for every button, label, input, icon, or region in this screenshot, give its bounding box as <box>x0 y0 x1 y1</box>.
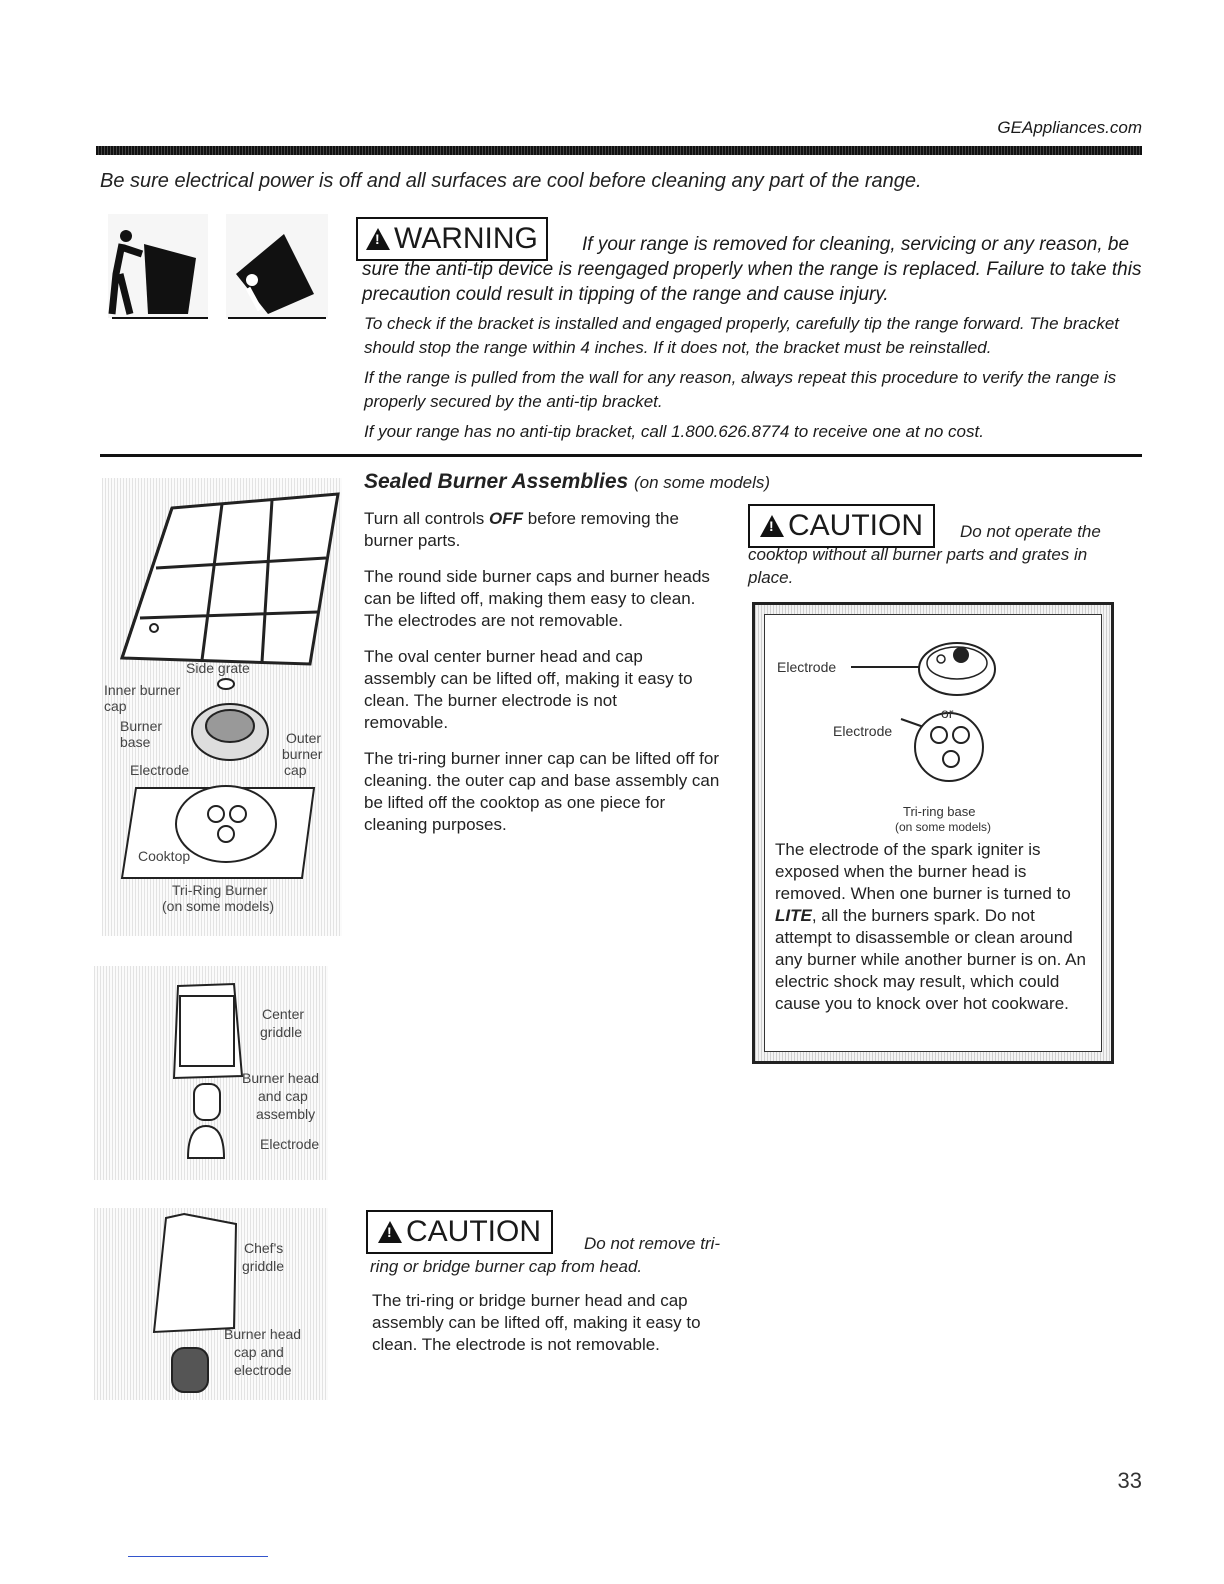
outer-cap-label-2: burner <box>282 746 323 762</box>
turn-controls-off-paragraph <box>364 508 704 552</box>
or-label: or <box>941 705 954 721</box>
anti-tip-illustration <box>108 214 328 320</box>
center-griddle-label-2: griddle <box>260 1024 303 1040</box>
tri-ring-burner-figure <box>102 478 342 936</box>
section-rule <box>100 454 1142 457</box>
page-number: 33 <box>1117 1468 1142 1493</box>
electrode-label-b: Electrode <box>833 723 893 739</box>
side-burner-paragraph: The round side burner caps and burner heads can be lifted off, making them easy to clean. The electrodes are not removable. <box>364 567 710 630</box>
section-title <box>364 470 770 494</box>
turn-controls-text-c: before removing the burner parts. <box>364 509 679 550</box>
caution-label-2: CAUTION <box>406 1215 541 1248</box>
outer-cap-label-1: Outer <box>286 730 322 746</box>
warning-label: WARNING <box>394 222 538 255</box>
section-title-text: Sealed Burner Assemblies <box>364 470 629 493</box>
chefs-griddle-label-2: griddle <box>242 1258 285 1274</box>
intro-text: Be sure electrical power is off and all surfaces are cool before cleaning any part of the range. <box>100 170 922 192</box>
spark-igniter-warning <box>775 839 1091 1015</box>
warning-lead: If your range is removed for cleaning, servicing or any reason, be sure the anti-tip device is reengaged properly when the range is replaced. Failure to take this precaution could result in tipping of the range and cause injury. <box>362 234 1142 305</box>
warning-repeat-procedure: If the range is pulled from the wall for any reason, always repeat this procedure to verify the range is properly secured by the anti-tip bracket. <box>364 368 1117 411</box>
tri-ring-paragraph: The tri-ring burner inner cap can be lifted off for cleaning. the outer cap and base assembly can be lifted off the cooktop as one piece for cleaning purposes. <box>364 749 720 834</box>
side-grate-label: Side grate <box>186 660 250 676</box>
tri-ring-base-sublabel: (on some models) <box>895 820 992 834</box>
oval-burner-paragraph: The oval center burner head and cap assembly can be lifted off, making it easy to clean. The burner electrode is not removable. <box>364 647 693 732</box>
spark-text-c: , all the burners spark. Do not attempt to disassemble or clean around any burner while another burner is on. An electric shock may result, which could cause you to knock over hot cookware. <box>775 906 1086 1013</box>
chefs-griddle-figure <box>94 1208 328 1400</box>
burner-head-label-1: Burner head <box>242 1070 320 1086</box>
tri-ring-base-label: Tri-ring base <box>903 804 976 819</box>
spark-text-a: The electrode of the spark igniter is exposed when the burner head is removed. When one burner is turned to <box>775 840 1071 903</box>
electrode-warning-inner <box>764 614 1102 1052</box>
header-rule <box>96 146 1142 155</box>
inner-burner-cap-label-1: Inner burner <box>104 682 181 698</box>
section-subtitle: (on some models) <box>634 473 771 492</box>
warning-call-number: If your range has no anti-tip bracket, call 1.800.626.8774 to receive one at no cost. <box>364 422 984 441</box>
site-url: GEAppliances.com <box>997 118 1142 137</box>
burner-head-label-3: assembly <box>256 1106 316 1122</box>
burner-base-label-2: base <box>120 734 151 750</box>
burner-head-label-2: and cap <box>258 1088 308 1104</box>
burner-base-label-1: Burner <box>120 718 163 734</box>
tri-ring-bridge-paragraph: The tri-ring or bridge burner head and cap assembly can be lifted off, making it easy to clean. The electrode is not removable. <box>372 1291 701 1354</box>
cooktop-label: Cooktop <box>138 848 191 864</box>
center-griddle-label-1: Center <box>262 1006 305 1022</box>
center-griddle-figure <box>94 966 328 1180</box>
tri-ring-label-1: Tri-Ring Burner <box>172 882 268 898</box>
inner-burner-cap-label-2: cap <box>104 698 127 714</box>
electrode-warning-box <box>752 602 1114 1064</box>
caution-label-1: CAUTION <box>788 509 923 542</box>
electrode-label-a: Electrode <box>777 659 837 675</box>
burner-head-cap-label-2: cap and <box>234 1344 284 1360</box>
off-keyword: OFF <box>489 509 524 528</box>
burner-head-cap-label-1: Burner head <box>224 1326 302 1342</box>
electrode-label: Electrode <box>130 762 190 778</box>
caution-text-2: Do not remove tri-ring or bridge burner cap from head. <box>370 1234 721 1276</box>
tri-ring-label-2: (on some models) <box>162 898 275 914</box>
electrode-label-2: Electrode <box>260 1136 320 1152</box>
warning-check-bracket: To check if the bracket is installed and engaged properly, carefully tip the range forward. The bracket should stop the range within 4 inches. If it does not, the bracket must be reinstalled. <box>364 314 1120 357</box>
footer-link-underline <box>128 1556 268 1557</box>
lite-keyword: LITE <box>775 906 812 925</box>
outer-cap-label-3: cap <box>284 762 307 778</box>
burner-head-cap-label-3: electrode <box>234 1362 292 1378</box>
caution-text-1: Do not operate the cooktop without all burner parts and grates in place. <box>748 522 1101 587</box>
chefs-griddle-label-1: Chef's <box>244 1240 284 1256</box>
turn-controls-text-a: Turn all controls <box>364 509 490 528</box>
